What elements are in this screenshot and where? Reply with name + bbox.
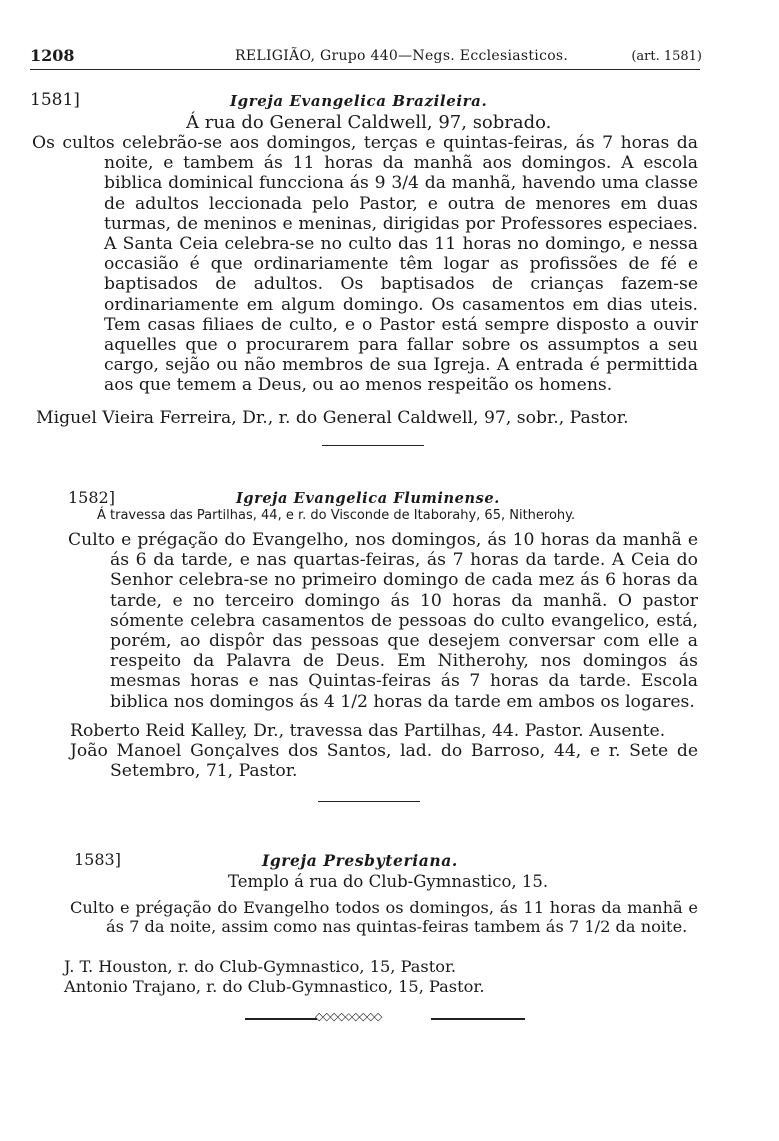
article-reference: (art. 1581) (631, 49, 702, 64)
person-line: João Manoel Gonçalves dos Santos, lad. do Barroso, 44, e r. Sete de Setembro, 71, Pastor. (70, 741, 698, 782)
ornament-bar-right (431, 1018, 525, 1020)
section-title: RELIGIÃO, Grupo 440—Negs. Ecclesiasticos. (235, 48, 569, 64)
ornamental-rule (245, 1010, 525, 1024)
church-address: Templo á rua do Club-Gymnastico, 15. (228, 872, 549, 891)
person-line: J. T. Houston, r. do Club-Gymnastico, 15, Pastor. (64, 957, 457, 976)
separator-rule (322, 445, 424, 446)
church-address: Á rua do General Caldwell, 97, sobrado. (186, 112, 552, 133)
church-name: Igreja Evangelica Brazileira. (230, 92, 488, 110)
running-header (30, 46, 710, 70)
church-name: Igreja Evangelica Fluminense. (236, 490, 500, 507)
entry-number: 1582] (68, 488, 115, 507)
church-name: Igreja Presbyteriana. (262, 851, 458, 870)
separator-rule (318, 801, 420, 802)
entry-text: Os cultos celebrão-se aos domingos, terças e quintas-feiras, ás 7 horas da noite, e tambem ás 11 horas da manhã aos domingos. A escola biblica dominical funcciona ás 9 3/4 da manhã, havendo uma classe de adultos leccionada pelo Pastor, e outra de menores em duas turmas, de meninos e meninas, dirigidas por Professores especiaes. A Santa Ceia celebra-se no culto das 11 horas no domingo, e nessa occasião é que ordinariamente têm logar as profissões de fé e baptisados de adultos. Os baptisados de crianças fazem-se ordinariamente em algum domingo. Os casamentos em dias uteis. Tem casas filiaes de culto, e o Pastor está sempre disposto a ouvir aquelles que o procurarem para fallar sobre os assumptos a seu cargo, sejão ou não membros de sua Igreja. A entrada é permittida aos que temem a Deus, ou ao menos respeitão os homens. (32, 133, 698, 396)
church-address: Á travessa das Partilhas, 44, e r. do Visconde de Itaborahy, 65, Nitherohy. (97, 508, 576, 523)
entry-number: 1581] (30, 90, 80, 110)
ornament-knots: ◇◇◇◇⬦◇◇◇◇ (315, 1010, 382, 1023)
page-number: 1208 (30, 46, 75, 65)
person-line: Antonio Trajano, r. do Club-Gymnastico, 15, Pastor. (64, 977, 485, 996)
header-rule (30, 69, 700, 70)
person-line: Roberto Reid Kalley, Dr., travessa das Partilhas, 44. Pastor. Ausente. (70, 721, 666, 741)
entry-text: Culto e prégação do Evangelho todos os domingos, ás 11 horas da manhã e ás 7 da noite, assim como nas quintas-feiras tambem ás 7 1/2 da noite. (70, 898, 698, 937)
person-line: Miguel Vieira Ferreira, Dr., r. do General Caldwell, 97, sobr., Pastor. (36, 408, 629, 428)
ornament-bar-left (245, 1018, 317, 1020)
entry-text: Culto e prégação do Evangelho, nos domingos, ás 10 horas da manhã e ás 6 da tarde, e nas quartas-feiras, ás 7 horas da tarde. A Ceia do Senhor celebra-se no primeiro domingo de cada mez ás 6 horas da tarde, e no terceiro domingo ás 10 horas da manhã. O pastor sómente celebra casamentos de pessoas do culto evangelico, está, porém, ao dispôr das pessoas que desejem conversar com elle a respeito da Palavra de Deus. Em Nitherohy, nos domingos ás mesmas horas e nas Quintas-feiras ás 7 horas da tarde. Escola biblica nos domingos ás 4 1/2 horas da tarde em ambos os logares. (68, 530, 698, 712)
entry-number: 1583] (74, 850, 121, 869)
